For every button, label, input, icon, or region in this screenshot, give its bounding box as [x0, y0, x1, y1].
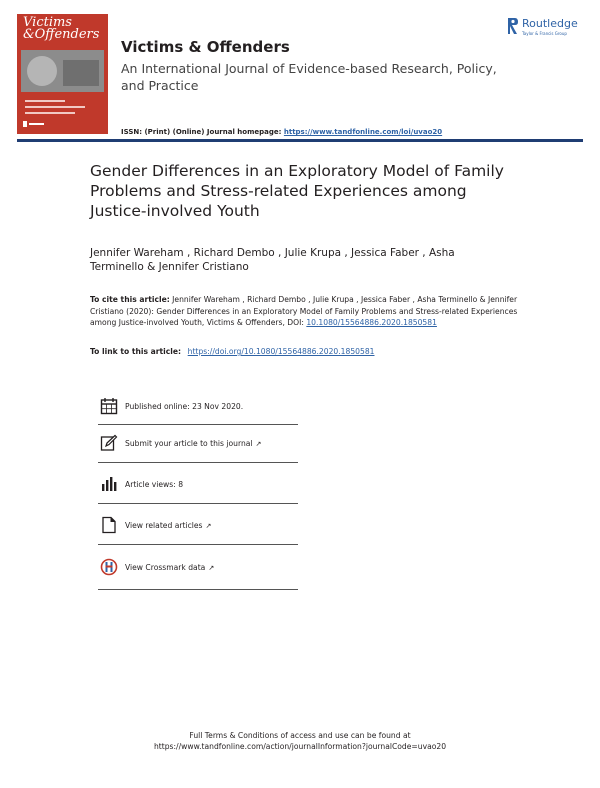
views-row [98, 475, 298, 497]
info-divider [98, 589, 298, 590]
published-row [98, 397, 298, 419]
info-divider [98, 424, 298, 425]
footer-terms-link[interactable]: https://www.tandfonline.com/action/journalInformation?journalCode=uvao20 [153, 742, 447, 751]
citation-block [90, 294, 520, 329]
publisher-name: Routledge [522, 17, 578, 30]
cover-text-line [25, 100, 65, 102]
crossmark-link[interactable] [125, 563, 214, 572]
citation-doi-link[interactable]: 10.1080/15564886.2020.1850581 [306, 318, 437, 327]
submit-article-link[interactable] [125, 439, 261, 448]
submit-row[interactable] [98, 434, 298, 456]
citation-label: To cite this article: [90, 295, 170, 304]
journal-homepage-link[interactable]: https://www.tandfonline.com/loi/uvao20 [283, 128, 443, 136]
external-link-icon: ↗ [208, 564, 215, 572]
related-articles-label: View related articles [125, 521, 203, 530]
info-divider [98, 462, 298, 463]
issn-label: ISSN: (Print) (Online) Journal homepage: [121, 128, 284, 136]
external-link-icon: ↗ [205, 522, 212, 530]
journal-cover-image[interactable] [17, 14, 108, 134]
journal-title: Victims & Offenders [121, 38, 290, 56]
article-title: Gender Differences in an Exploratory Model of Family Problems and Stress-related Experiences among Justice-involved Youth [90, 162, 504, 220]
cover-photo [21, 50, 104, 92]
info-divider [98, 544, 298, 545]
citation-text: Jennifer Wareham , Richard Dembo , Julie Krupa , Jessica Faber , Asha Terminello & Jennifer Cristiano (2020): Gender Differences in an Exploratory Model of Family Problems and Stress-related Experiences among Justice-involved Youth, Victims & Offenders, DOI: [90, 295, 518, 327]
article-authors[interactable]: Jennifer Wareham , Richard Dembo , Julie Krupa , Jessica Faber , Asha Terminello & Jennifer Cristiano [90, 247, 455, 273]
footer-terms [0, 730, 600, 752]
published-date: Published online: 23 Nov 2020. [125, 402, 244, 411]
routledge-logo-icon [506, 16, 520, 36]
related-row[interactable] [98, 516, 298, 538]
article-views: Article views: 8 [125, 480, 184, 489]
cover-photo-shape [27, 56, 57, 86]
footer-line1: Full Terms & Conditions of access and use can be found at [189, 731, 411, 740]
article-link-line [90, 347, 374, 356]
cover-title [23, 17, 99, 41]
cover-title-line1: Victims [23, 15, 72, 30]
calendar-icon [100, 397, 118, 415]
crossmark-row[interactable] [98, 558, 298, 580]
cover-title-line2: &Offenders [23, 27, 100, 42]
cover-text-line [25, 106, 85, 108]
header-divider [17, 139, 583, 142]
document-icon [100, 516, 118, 534]
bar-chart-icon [100, 475, 118, 493]
related-articles-link[interactable] [125, 521, 211, 530]
submit-article-label: Submit your article to this journal [125, 439, 253, 448]
article-doi-link[interactable]: https://doi.org/10.1080/15564886.2020.1850581 [187, 347, 375, 356]
info-divider [98, 503, 298, 504]
cover-publisher-logo [23, 120, 45, 130]
pencil-edit-icon [100, 434, 118, 452]
publisher-tagline: Taylor & Francis Group [522, 31, 567, 36]
cover-text-line [25, 112, 75, 114]
crossmark-icon [100, 558, 118, 576]
cover-publisher-icon [23, 120, 45, 128]
crossmark-label: View Crossmark data [125, 563, 206, 572]
issn-line [121, 128, 442, 136]
external-link-icon: ↗ [255, 440, 262, 448]
article-link-label: To link to this article: [90, 347, 184, 356]
cover-photo-shape [63, 60, 99, 86]
journal-subtitle: An International Journal of Evidence-based Research, Policy, and Practice [121, 61, 497, 93]
